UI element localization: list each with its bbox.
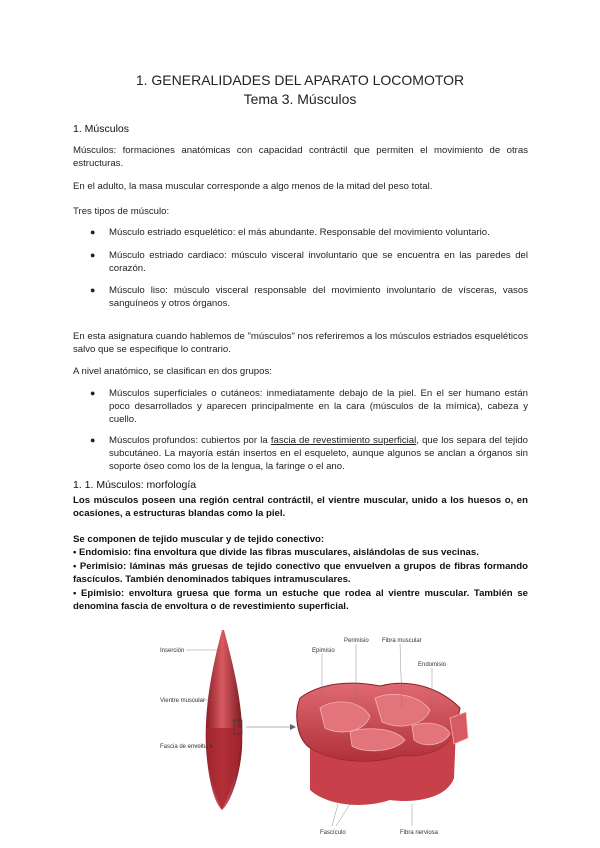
section-heading-musculos: 1. Músculos <box>73 123 130 135</box>
list-item-superficial: Músculos superficiales o cutáneos: inmediatamente debajo de la piel. En el ser humano están poco desarrollados y aparecen principalmente en la cara (músculos de la mímica), cabeza y cuello. <box>109 388 528 425</box>
document-subtitle: Tema 3. Músculos <box>243 91 357 107</box>
paragraph-types-intro: Tres tipos de músculo: <box>73 206 170 217</box>
list-item-endomisio: • Endomisio: fina envoltura que divide las fibras musculares, aislándolas de sus vecinas. <box>73 547 479 558</box>
bullet-dot: ● <box>90 227 96 237</box>
paragraph-mass: En el adulto, la masa muscular corresponde a algo menos de la mitad del peso total. <box>73 181 433 192</box>
leader-fasciculo-b <box>336 804 350 826</box>
label-fascia: Fascia de envoltura <box>160 744 213 750</box>
leader-fasciculo-a <box>332 804 338 826</box>
figure-arrowhead <box>290 724 296 730</box>
label-insercion: Inserción <box>160 648 185 654</box>
list-item-skeletal: Músculo estriado esquelético: el más abundante. Responsable del movimiento voluntario. <box>109 227 490 238</box>
fascia-link: fascia de revestimiento superficial <box>270 435 417 446</box>
paragraph-tissue-intro: Se componen de tejido muscular y de tejido conectivo: <box>73 534 325 545</box>
list-item-perimisio: • Perimisio: láminas más gruesas de tejido conectivo que envuelven a grupos de fibras formando fascículos. También denominados tabiques intramusculares. <box>73 561 528 585</box>
paragraph-groups-intro: A nivel anatómico, se clasifican en dos grupos: <box>73 366 272 377</box>
deep-text-start: Músculos profundos: cubiertos por la <box>109 435 271 446</box>
list-item-deep <box>109 434 528 473</box>
paragraph-morfologia: Los músculos poseen una región central contráctil, el vientre muscular, unido a los huesos o, en ocasiones, a estructuras blandas como la piel. <box>73 495 528 519</box>
bullet-dot: ● <box>90 435 96 445</box>
section-heading-morfologia: 1. 1. Músculos: morfología <box>73 479 197 491</box>
label-fibra: Fibra muscular <box>382 638 422 644</box>
label-perimisio: Perimisio <box>344 638 369 644</box>
bullet-dot: ● <box>90 285 96 295</box>
label-fibra-nerviosa: Fibra nerviosa <box>400 830 439 836</box>
list-item-epimisio: • Epimisio: envoltura gruesa que forma un estuche que rodea al vientre muscular. También se denomina fascia de envoltura o de revestimiento superficial. <box>73 588 528 612</box>
paragraph-definition: Músculos: formaciones anatómicas con capacidad contráctil que permiten el movimiento de otras estructuras. <box>73 145 528 169</box>
bullet-dot: ● <box>90 388 96 398</box>
label-fasciculo: Fascículo <box>320 830 346 836</box>
bullet-dot: ● <box>90 250 96 260</box>
muscle-anatomy-figure <box>150 628 470 838</box>
deep-text-end: , que los separa del tejido subcutáneo. La mayoría están insertos en el esqueleto, aunque algunos se anclan a órganos sin soporte óseo como los de la lengua, la faringe o el ano. <box>109 435 528 472</box>
paragraph-scope: En esta asignatura cuando hablemos de "músculos" nos referiremos a los músculos estriados esqueléticos salvo que se especifique lo contrario. <box>73 331 528 355</box>
label-epimisio: Epimisio <box>312 648 335 654</box>
document-title: 1. GENERALIDADES DEL APARATO LOCOMOTOR <box>135 72 465 88</box>
list-item-cardiac: Músculo estriado cardiaco: músculo visceral involuntario que se encuentra en las paredes del corazón. <box>109 250 528 274</box>
label-vientre: Vientre muscular <box>160 698 205 704</box>
label-endomisio: Endomisio <box>418 662 447 668</box>
list-item-smooth: Músculo liso: músculo visceral responsable del movimiento involuntario de vísceras, vasos sanguíneos y otros órganos. <box>109 285 528 309</box>
